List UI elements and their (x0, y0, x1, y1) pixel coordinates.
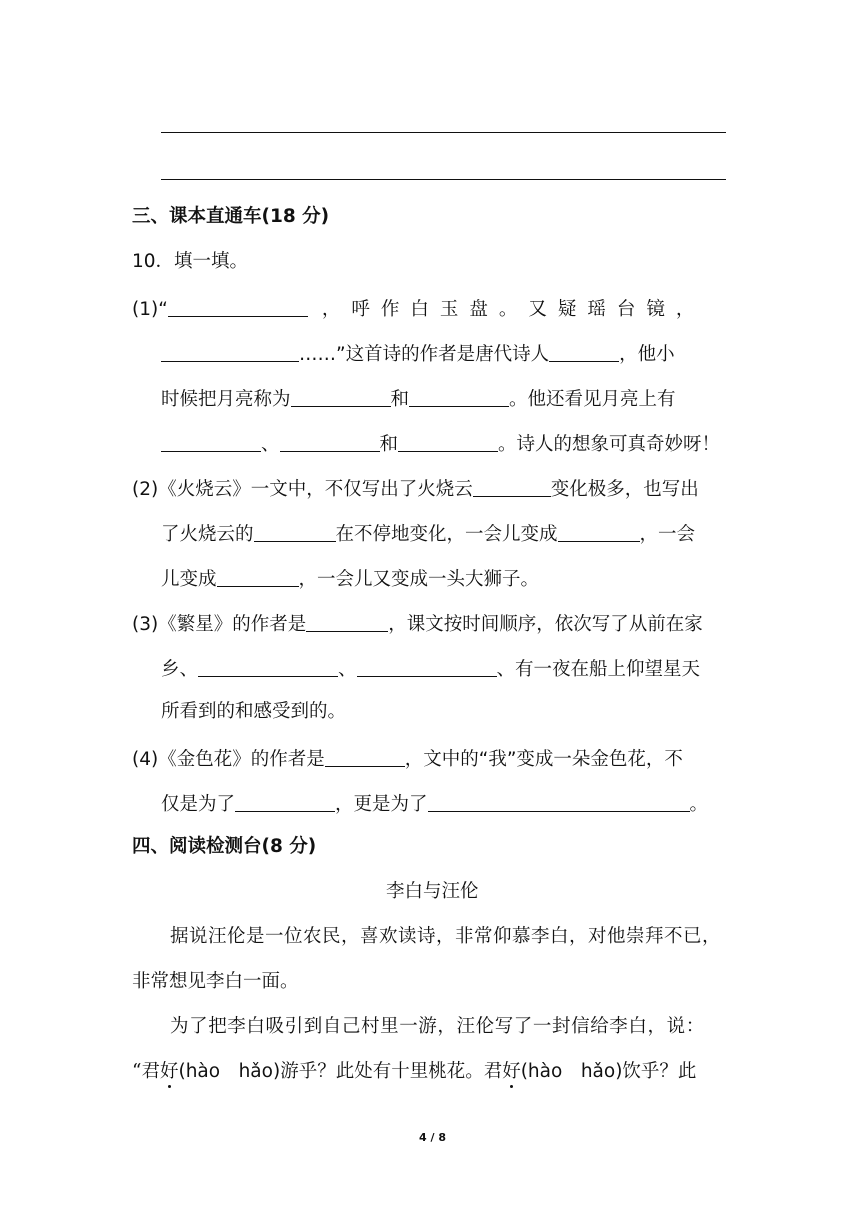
blank-1-4[interactable] (291, 388, 391, 407)
q10-4-text-c: 仅是为了 (161, 794, 236, 815)
q10-1-text-e: 和 (390, 389, 410, 410)
q10-4-line-1 (132, 748, 683, 770)
q10-1-text-i: 。诗人的想象可真奇妙呀！ (498, 434, 721, 455)
blank-1-1[interactable] (168, 298, 308, 317)
q10-2-text-f: 儿变成 (161, 569, 217, 590)
blank-2-3[interactable] (558, 523, 640, 542)
q10-2-text-g: ，一会儿又变成一头大狮子。 (298, 569, 540, 590)
blank-1-6[interactable] (161, 433, 261, 452)
blank-1-3[interactable] (549, 343, 619, 362)
blank-4-2[interactable] (235, 793, 335, 812)
q10-4-text-b: ，文中的“我”变成一朵金色花，不 (404, 749, 683, 770)
q10-2-text-b: 变化极多，也写出 (550, 479, 699, 500)
q10-1-line-1 (132, 298, 705, 320)
blank-2-1[interactable] (473, 478, 551, 497)
passage-text-c: 饮乎？此 (622, 1061, 697, 1082)
q10-1-text-f: 。他还看见月亮上有 (509, 389, 676, 410)
blank-3-2[interactable] (198, 658, 338, 677)
q10-1-text-c: ，他小 (619, 344, 675, 365)
q10-4-text-e: 。 (689, 794, 709, 815)
q10-4-line-2 (161, 793, 708, 815)
passage-para1-line1: 据说汪伦是一位农民，喜欢读诗，非常仰慕李白，对他崇拜不已， (170, 926, 722, 947)
q10-3-text-c: 乡、 (161, 659, 199, 680)
q10-2-number: (2) (132, 479, 159, 500)
q10-1-line-3 (161, 388, 676, 410)
section-four-heading: 四、阅读检测台(8 分) (132, 836, 317, 857)
q10-1-text-h: 和 (379, 434, 399, 455)
q10-3-text-e: 、有一夜在船上仰望星天 (496, 659, 701, 680)
q10-3-line-3: 所看到的和感受到的。 (161, 701, 347, 722)
pinyin-choice-2[interactable]: (hào hǎo) (520, 1061, 623, 1082)
page-number: 4 / 8 (419, 1131, 446, 1144)
q10-1-text-g: 、 (261, 434, 280, 455)
q10-1-text-d: 时候把月亮称为 (161, 389, 291, 410)
blank-4-3[interactable] (428, 793, 690, 812)
blank-3-1[interactable] (306, 613, 388, 632)
q10-4-number: (4) (132, 749, 159, 770)
blank-1-8[interactable] (398, 433, 498, 452)
blank-2-4[interactable] (217, 568, 299, 587)
q10-2-text-d: 在不停地变化，一会儿变成 (335, 524, 558, 545)
q10-3-text-a: 《繁星》的作者是 (158, 614, 307, 635)
passage-para2-line2 (132, 1063, 696, 1082)
dotted-char-1: 好 (159, 1061, 179, 1082)
passage-text-a: “君 (132, 1061, 160, 1082)
answer-line-1[interactable] (161, 132, 726, 133)
passage-title: 李白与汪伦 (386, 881, 479, 902)
blank-1-5[interactable] (409, 388, 509, 407)
q10-4-text-a: 《金色花》的作者是 (158, 749, 325, 770)
q10-1-line-4 (161, 433, 720, 455)
q10-3-line-2 (161, 658, 700, 680)
q10-1-number: (1) (132, 299, 159, 320)
passage-para2-line1: 为了把李白吸引到自己村里一游，汪伦写了一封信给李白，说： (170, 1016, 705, 1037)
q10-1-text-b: ……”这首诗的作者是唐代诗人 (299, 344, 550, 365)
blank-1-2[interactable] (161, 343, 299, 362)
poem-text: ，呼作白玉盘。又疑瑶台镜， (321, 299, 706, 320)
q10-2-text-c: 了火烧云的 (161, 524, 254, 545)
blank-2-2[interactable] (254, 523, 336, 542)
q10-1-line-2 (161, 343, 675, 365)
section-three-heading: 三、课本直通车(18 分) (132, 206, 330, 227)
q10-3-line-1 (132, 613, 703, 635)
blank-1-7[interactable] (280, 433, 380, 452)
passage-para1-line2: 非常想见李白一面。 (132, 971, 299, 992)
blank-3-3[interactable] (357, 658, 497, 677)
q10-4-text-d: ，更是为了 (335, 794, 428, 815)
q10-2-text-a: 《火烧云》一文中，不仅写出了火烧云 (158, 479, 473, 500)
q10-3-number: (3) (132, 614, 159, 635)
question-10-intro: 10．填一填。 (132, 251, 249, 272)
passage-text-b: 游乎？此处有十里桃花。君 (280, 1061, 503, 1082)
q10-2-text-e: ，一会 (639, 524, 696, 545)
blank-4-1[interactable] (325, 748, 405, 767)
q10-2-line-1 (132, 478, 699, 500)
q10-3-text-b: ，课文按时间顺序，依次写了从前在家 (388, 614, 703, 635)
q10-2-line-3 (161, 568, 539, 590)
answer-line-2[interactable] (161, 179, 726, 180)
open-quote: “ (158, 299, 168, 320)
q10-3-text-d: 、 (338, 659, 357, 680)
q10-2-line-2 (161, 523, 695, 545)
pinyin-choice-1[interactable]: (hào hǎo) (178, 1061, 281, 1082)
dotted-char-2: 好 (502, 1061, 521, 1082)
